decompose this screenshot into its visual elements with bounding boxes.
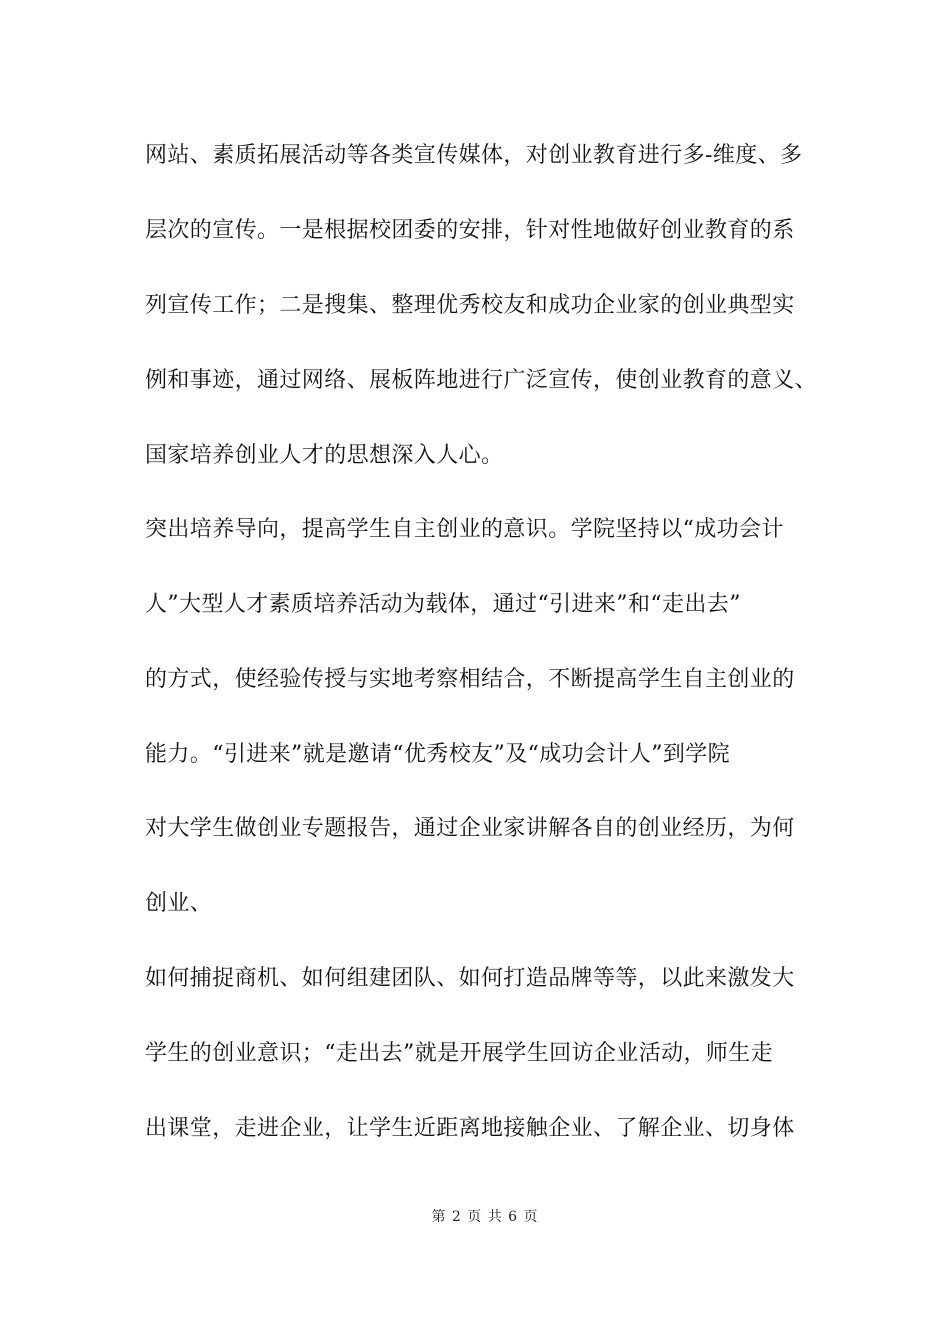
- text-line: 网站、素质拓展活动等各类宣传媒体，对创业教育进行多-维度、多: [145, 143, 803, 168]
- text-line: 能力。“引进来”就是邀请“优秀校友”及“成功会计人”到学院: [145, 742, 731, 767]
- text-line: 国家培养创业人才的思想深入人心。: [145, 443, 504, 468]
- text-line: 突出培养导向，提高学生自主创业的意识。学院坚持以“成功会计: [145, 517, 784, 542]
- text-line: 如何捕捉商机、如何组建团队、如何打造品牌等等，以此来激发大: [145, 966, 795, 991]
- text-line: 出课堂，走进企业，让学生近距离地接触企业、了解企业、切身体: [145, 1116, 795, 1141]
- text-line: 层次的宣传。一是根据校团委的安排，针对性地做好创业教育的系: [145, 218, 795, 243]
- text-line: 对大学生做创业专题报告，通过企业家讲解各自的创业经历，为何: [145, 816, 795, 841]
- text-line: 例和事迹，通过网络、展板阵地进行广泛宣传，使创业教育的意义、: [145, 368, 818, 393]
- text-line: 学生的创业意识；“走出去”就是开展学生回访企业活动，师生走: [145, 1041, 774, 1066]
- text-line: 的方式，使经验传授与实地考察相结合，不断提高学生自主创业的: [145, 667, 795, 692]
- text-line: 列宣传工作；二是搜集、整理优秀校友和成功企业家的创业典型实: [145, 293, 795, 318]
- text-line: 人”大型人才素质培养活动为载体，通过“引进来”和“走出去”: [145, 592, 741, 617]
- page-number-footer: 第 2 页 共 6 页: [431, 1209, 539, 1225]
- text-line: 创业、: [145, 891, 213, 916]
